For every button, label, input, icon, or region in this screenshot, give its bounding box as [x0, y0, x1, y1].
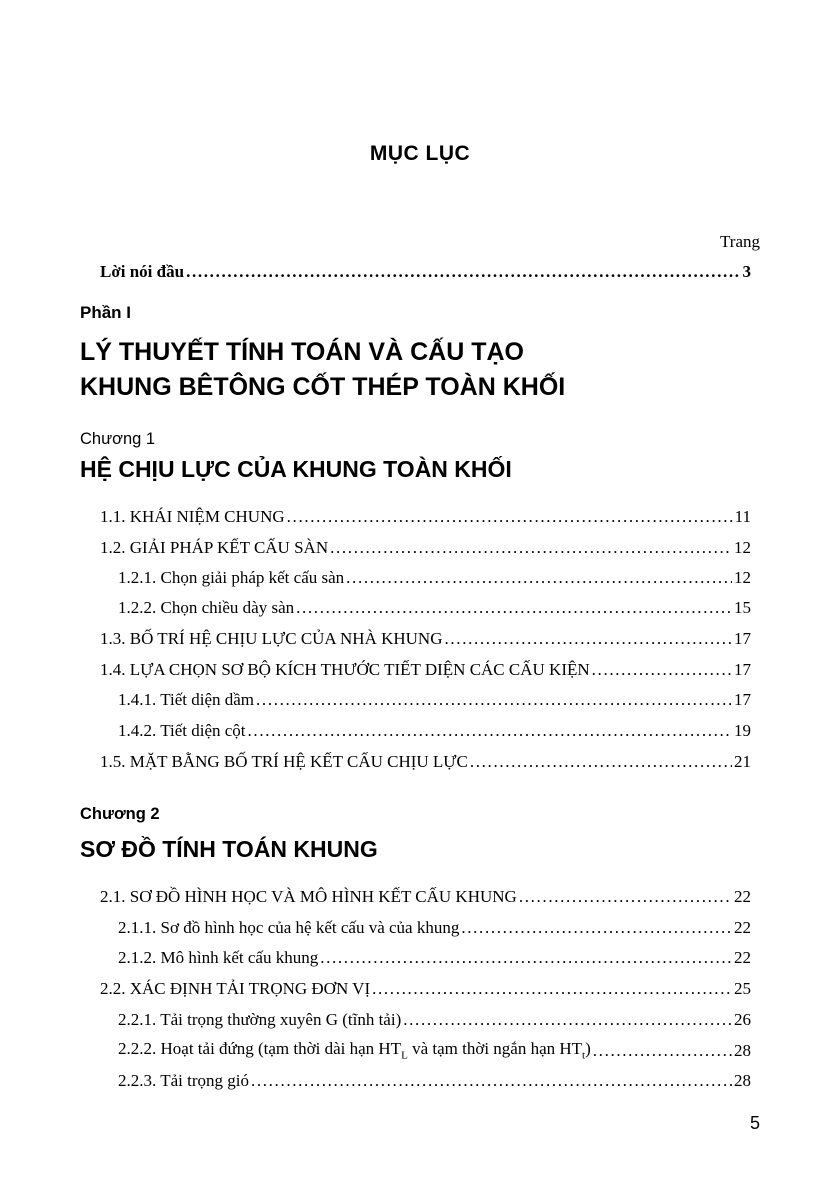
- toc-entry-label: 1.2. GIẢI PHÁP KẾT CẤU SÀN: [100, 538, 329, 557]
- dot-leader: [330, 538, 732, 558]
- toc-entry-page: 15: [734, 598, 751, 617]
- toc-entry-page: 12: [734, 568, 751, 587]
- toc-row: [100, 658, 751, 680]
- toc-entry-label: 2.1. SƠ ĐỒ HÌNH HỌC VÀ MÔ HÌNH KẾT CẤU KHUNG: [100, 887, 517, 906]
- toc-entry-page: 22: [734, 948, 751, 967]
- chapter-label: Chương 2: [80, 805, 160, 823]
- dot-leader: [248, 721, 732, 741]
- dot-leader: [287, 507, 733, 527]
- toc-entry-page: 22: [734, 918, 751, 937]
- toc-entry-label: 1.3. BỐ TRÍ HỆ CHỊU LỰC CỦA NHÀ KHUNG: [100, 629, 443, 648]
- toc-entry-label: 1.4.2. Tiết diện cột: [118, 721, 246, 740]
- subscript-t: t: [582, 1049, 586, 1061]
- dot-leader: [461, 918, 732, 938]
- toc-entry-page: 28: [734, 1041, 751, 1060]
- toc-entry-page: 25: [734, 979, 751, 998]
- toc-row: [100, 536, 751, 558]
- toc-entry-label: 1.2.1. Chọn giải pháp kết cấu sàn: [118, 568, 345, 587]
- toc-entry-label: Lời nói đầu: [100, 262, 185, 281]
- part-title-line-2: KHUNG BÊTÔNG CỐT THÉP TOÀN KHỐI: [80, 373, 566, 401]
- dot-leader: [256, 690, 732, 710]
- toc-entry-page: 28: [734, 1071, 751, 1090]
- dot-leader: [346, 568, 732, 588]
- dot-leader: [470, 752, 732, 772]
- dot-leader: [372, 979, 732, 999]
- toc-entry-label: 2.2. XÁC ĐỊNH TẢI TRỌNG ĐƠN VỊ: [100, 979, 371, 998]
- toc-entry-label: 1.1. KHÁI NIỆM CHUNG: [100, 507, 285, 526]
- toc-row-preface: [100, 260, 751, 282]
- chapter-title: HỆ CHỊU LỰC CỦA KHUNG TOÀN KHỐI: [80, 456, 512, 482]
- toc-entry-page: 21: [734, 752, 751, 771]
- toc-entry-label: 2.2.3. Tải trọng gió: [118, 1071, 249, 1090]
- toc-entry-label: 2.2.1. Tải trọng thường xuyên G (tĩnh tải): [118, 1010, 402, 1029]
- part-title: [80, 335, 565, 405]
- dot-leader: [593, 1041, 732, 1061]
- toc-entry-label: 1.4.1. Tiết diện dầm: [118, 690, 255, 709]
- toc-row: [100, 750, 751, 772]
- label-part: ): [585, 1038, 591, 1058]
- toc-entry-label: 1.4. LỰA CHỌN SƠ BỘ KÍCH THƯỚC TIẾT DIỆN CÁC CẤU KIỆN: [100, 660, 590, 679]
- toc-row: [100, 505, 751, 527]
- toc-title: MỤC LỤC: [369, 142, 471, 165]
- dot-leader: [296, 598, 732, 618]
- toc-row: [100, 627, 751, 649]
- part-label: Phần I: [80, 303, 132, 322]
- page-number: 5: [749, 1113, 760, 1133]
- toc-entry-page: 19: [734, 721, 751, 740]
- toc-entry-label: 2.1.2. Mô hình kết cấu khung: [118, 948, 319, 967]
- dot-leader: [519, 887, 732, 907]
- page-column-header: Trang: [720, 232, 760, 251]
- toc-row: [118, 566, 751, 588]
- toc-entry-label: 1.2.2. Chọn chiều dày sàn: [118, 598, 295, 617]
- toc-entry-label: 1.5. MẶT BẰNG BỐ TRÍ HỆ KẾT CẤU CHỊU LỰC: [100, 752, 468, 771]
- toc-entry-page: 17: [734, 660, 751, 679]
- toc-entry-page: 3: [742, 262, 751, 281]
- toc-row: [118, 946, 751, 968]
- toc-row: [118, 916, 751, 938]
- part-title-line-1: LÝ THUYẾT TÍNH TOÁN VÀ CẤU TẠO: [80, 338, 524, 366]
- chapter-title: SƠ ĐỒ TÍNH TOÁN KHUNG: [80, 836, 378, 862]
- subscript-L: L: [401, 1049, 408, 1061]
- toc-row: [118, 1008, 751, 1030]
- toc-row: [118, 1069, 751, 1091]
- dot-leader: [251, 1071, 732, 1091]
- dot-leader: [445, 629, 733, 649]
- dot-leader: [186, 262, 740, 282]
- toc-entry-label: 2.1.1. Sơ đồ hình học của hệ kết cấu và của khung: [118, 918, 460, 937]
- label-part: 2.2.2. Hoạt tải đứng (tạm thời dài hạn HT: [118, 1038, 402, 1058]
- toc-row: [100, 977, 751, 999]
- toc-row: [118, 719, 751, 741]
- dot-leader: [592, 660, 732, 680]
- toc-row: [118, 596, 751, 618]
- toc-entry-label: [118, 1039, 591, 1061]
- toc-entry-page: 11: [734, 507, 751, 526]
- toc-row: [118, 1039, 751, 1061]
- toc-entry-page: 12: [734, 538, 751, 557]
- dot-leader: [403, 1010, 732, 1030]
- toc-entry-page: 17: [734, 629, 751, 648]
- toc-entry-page: 26: [734, 1010, 751, 1029]
- toc-row: [100, 885, 751, 907]
- toc-row: [118, 688, 751, 710]
- label-part: và tạm thời ngắn hạn HT: [407, 1038, 583, 1058]
- chapter-label: Chương 1: [80, 430, 156, 448]
- dot-leader: [320, 948, 732, 968]
- toc-entry-page: 17: [734, 690, 751, 709]
- toc-entry-page: 22: [734, 887, 751, 906]
